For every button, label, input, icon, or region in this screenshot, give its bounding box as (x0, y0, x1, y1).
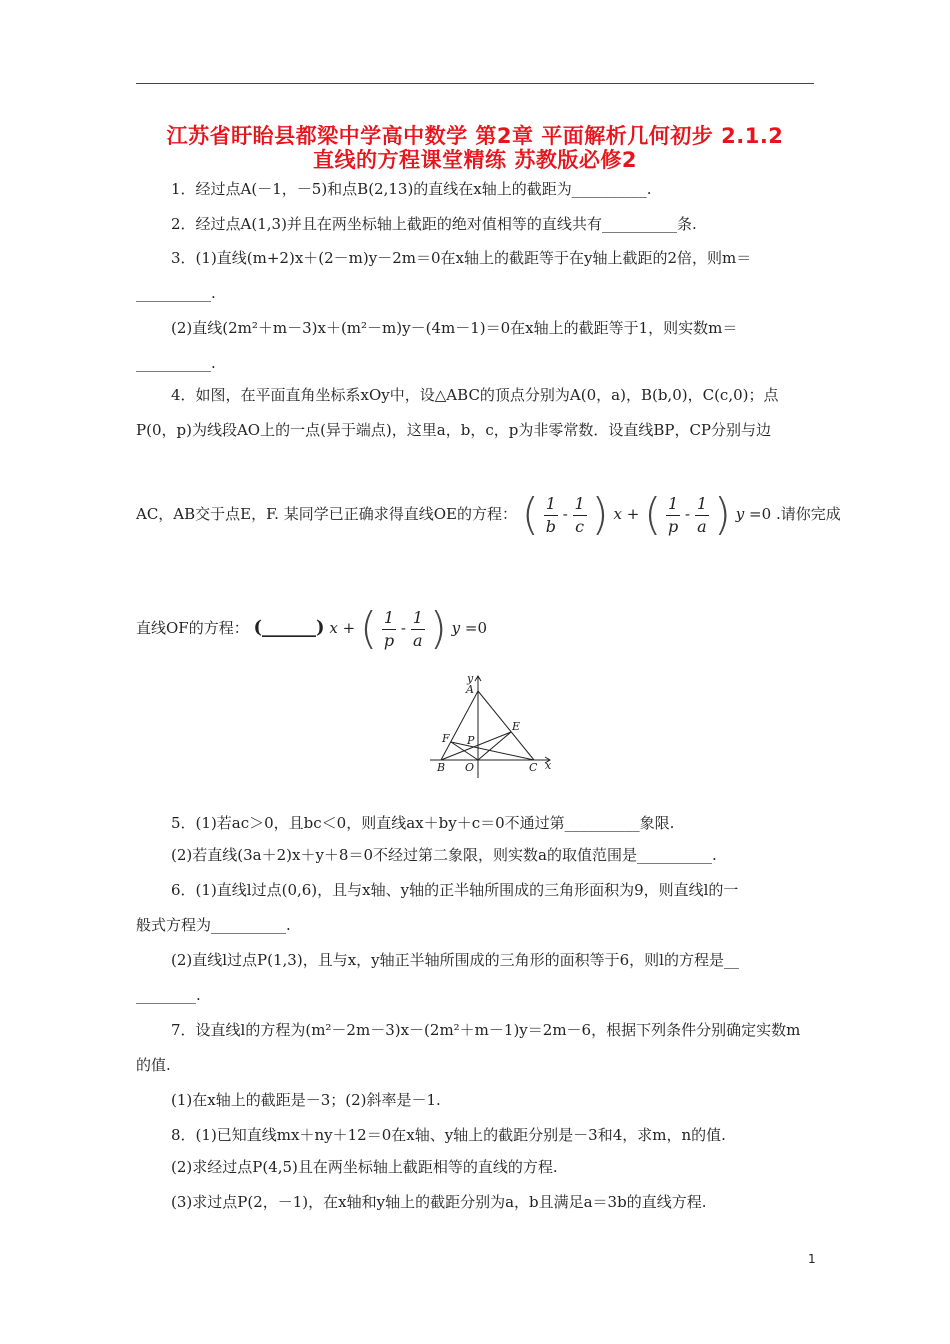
q4-line4-text: 直线OF的方程： (136, 619, 249, 637)
left-paren-3: ( (359, 603, 378, 654)
var-y-2: y (451, 619, 461, 637)
question-8-1: 8．(1)已知直线mx＋ny＋12＝0在x轴、y轴上的截距分别是－3和4，求m，n的值. (171, 1126, 726, 1144)
question-3-1-blank: __________. (136, 284, 216, 302)
var-y: y (735, 505, 745, 523)
fraction-1-over-a: $\frac{1}{a}$ (696, 493, 708, 536)
question-6-2-cont: ________. (136, 986, 201, 1004)
left-paren-2: ( (644, 489, 662, 540)
question-3-2: (2)直线(2m²＋m－3)x＋(m²－m)y－(4m－1)＝0在x轴上的截距等于1，则实数m＝ (171, 319, 738, 337)
equals-zero-2: =0 (464, 619, 488, 637)
question-4-line-1: 4．如图，在平面直角坐标系xOy中，设△ABC的顶点分别为A(0，a)，B(b,0)，C(c,0)；点 (171, 386, 779, 404)
segment-AB (441, 691, 478, 760)
question-4-line-4 (136, 603, 488, 654)
fraction-1-over-c: $\frac{1}{c}$ (574, 493, 585, 536)
answer-blank: (______) (253, 617, 325, 638)
q4-line3-tail: .请你完成 (775, 505, 841, 523)
segment-OE (478, 732, 511, 760)
header-rule (136, 83, 814, 84)
question-7: 7．设直线l的方程为(m²－2m－3)x－(2m²＋m－1)y＝2m－6，根据下列条件分别确定实数m (171, 1021, 801, 1039)
right-paren-3: ) (429, 603, 447, 654)
label-x: x (545, 759, 552, 772)
page-number: 1 (808, 1252, 816, 1266)
label-A: A (466, 683, 474, 696)
fraction-1-over-p-2: $\frac{1}{p}$ (383, 607, 395, 650)
fraction-1-over-b: $\frac{1}{b}$ (545, 493, 556, 536)
fraction-1-over-p: $\frac{1}{p}$ (668, 493, 679, 536)
question-3-1: 3．(1)直线(m+2)x＋(2－m)y－2m＝0在x轴上的截距等于在y轴上截距的2倍，则m＝ (171, 249, 752, 267)
question-6-2: (2)直线l过点P(1,3)，且与x，y轴正半轴所围成的三角形的面积等于6，则l的方程是__ (171, 951, 739, 969)
right-paren: ) (591, 489, 609, 540)
plus-sign: + (626, 505, 640, 523)
question-8-3: (3)求过点P(2，－1)，在x轴和y轴上的截距分别为a，b且满足a＝3b的直线方程. (171, 1193, 707, 1211)
minus-sign-3: - (400, 619, 406, 637)
fraction-1-over-a-2: $\frac{1}{a}$ (412, 607, 423, 650)
question-5-1: 5．(1)若ac＞0，且bc＜0，则直线ax＋by＋c＝0不通过第__________象限. (171, 814, 675, 832)
question-8-2: (2)求经过点P(4,5)且在两坐标轴上截距相等的直线的方程. (171, 1158, 558, 1176)
label-B: B (437, 761, 446, 774)
label-P: P (467, 734, 475, 747)
question-7-parts: (1)在x轴上的截距是－3；(2)斜率是－1. (171, 1091, 441, 1109)
minus-sign-2: - (685, 505, 691, 523)
label-O: O (465, 761, 475, 774)
question-2: 2．经过点A(1,3)并且在两坐标轴上截距的绝对值相等的直线共有__________条. (171, 215, 697, 233)
question-6-1-cont: 般式方程为__________. (136, 916, 291, 934)
question-5-2: (2)若直线(3a＋2)x＋y＋8＝0不经过第二象限，则实数a的取值范围是__________. (171, 846, 717, 864)
label-C: C (529, 761, 538, 774)
label-F: F (442, 732, 450, 745)
left-paren: ( (521, 489, 539, 540)
label-y: y (467, 672, 474, 685)
var-x: x (613, 505, 622, 523)
label-E: E (512, 720, 521, 733)
var-x-2: x (329, 619, 338, 637)
segment-BE (441, 732, 511, 760)
question-7-cont: 的值. (136, 1056, 171, 1074)
question-4-line-3 (136, 489, 841, 540)
question-1: 1．经过点A(－1，－5)和点B(2,13)的直线在x轴上的截距为__________. (171, 180, 652, 198)
question-6-1: 6．(1)直线l过点(0,6)，且与x轴、y轴的正半轴所围成的三角形面积为9，则直线l的一 (171, 881, 739, 899)
question-4-line-2: P(0，p)为线段AO上的一点(异于端点)，这里a，b，c，p为非零常数．设直线BP，CP分别与边 (136, 421, 772, 439)
triangle-figure (425, 670, 560, 780)
plus-sign-3: + (342, 619, 356, 637)
question-3-2-blank: __________. (136, 354, 216, 372)
minus-sign: - (562, 505, 568, 523)
equals-zero: =0 (749, 505, 772, 523)
q4-line3-text: AC，AB交于点E，F. 某同学已正确求得直线OE的方程： (136, 505, 517, 523)
title-line-1: 江苏省盱眙县都梁中学高中数学 第2章 平面解析几何初步 2.1.2 (166, 124, 784, 148)
right-paren-2: ) (713, 489, 731, 540)
title-line-2: 直线的方程课堂精练 苏教版必修2 (313, 148, 637, 172)
